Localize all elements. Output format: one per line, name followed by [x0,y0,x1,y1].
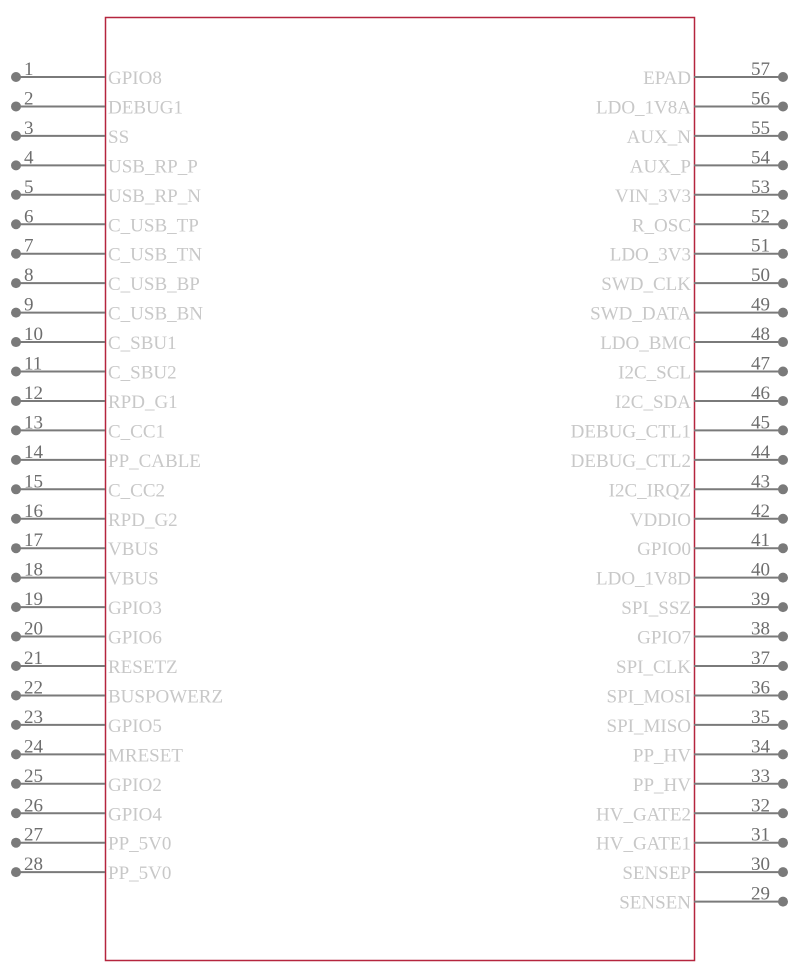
pin-endpoint-dot [778,396,788,406]
pin-number: 24 [24,736,43,758]
pin-name-label: DEBUG_CTL1 [570,421,691,443]
pin-17 [11,530,159,560]
pin-35 [607,707,788,737]
pin-number: 19 [24,589,43,611]
pin-number: 8 [24,265,34,287]
pin-endpoint-dot [11,543,21,553]
pin-number: 57 [751,59,770,80]
pin-27 [11,825,171,855]
pin-endpoint-dot [11,278,21,288]
pin-endpoint-dot [11,779,21,789]
pin-number: 5 [24,176,34,198]
pin-endpoint-dot [778,160,788,170]
pin-endpoint-dot [778,72,788,82]
pin-name-label: DEBUG1 [108,97,183,119]
pin-13 [11,412,165,442]
pin-38 [637,619,788,649]
pin-number: 28 [24,854,43,876]
pin-number: 52 [751,206,770,228]
pin-3 [11,118,129,148]
pin-endpoint-dot [11,455,21,465]
pin-number: 17 [24,530,43,552]
pin-number: 22 [24,677,43,699]
pin-name-label: I2C_SDA [614,391,691,413]
pin-number: 44 [751,441,770,463]
pin-endpoint-dot [778,897,788,907]
pin-endpoint-dot [11,838,21,848]
pin-number: 56 [751,88,770,110]
pin-40 [596,560,788,590]
pin-name-label: PP_HV [632,745,691,767]
pin-54 [630,147,788,177]
pin-endpoint-dot [778,867,788,877]
pin-name-label: LDO_1V8D [596,568,691,590]
pin-55 [627,118,788,148]
pin-endpoint-dot [778,131,788,141]
pin-46 [615,383,788,413]
pin-endpoint-dot [11,661,21,671]
pin-47 [618,354,788,384]
pin-number: 37 [751,648,770,669]
pin-7 [11,236,202,266]
pin-endpoint-dot [11,337,21,347]
pin-number: 3 [24,117,34,139]
pin-number: 33 [751,765,770,787]
pin-name-label: C_USB_TN [108,244,202,266]
pin-name-label: BUSPOWERZ [108,686,224,708]
pin-number: 43 [751,471,770,493]
pin-endpoint-dot [11,867,21,877]
pin-name-label: C_SBU2 [108,362,177,384]
pin-endpoint-dot [778,337,788,347]
pin-32 [596,795,788,825]
pin-number: 2 [24,88,34,110]
pin-endpoint-dot [11,749,21,759]
pin-endpoint-dot [778,190,788,200]
pin-name-label: C_CC1 [108,421,166,443]
pin-number: 45 [751,412,770,434]
pin-endpoint-dot [11,131,21,141]
pin-name-label: AUX_N [626,126,691,148]
pin-name-label: MRESET [108,745,183,767]
pin-number: 11 [24,353,43,375]
pin-name-label: VDDIO [629,509,691,531]
pin-11 [11,354,177,384]
pin-endpoint-dot [11,72,21,82]
pin-9 [11,295,203,325]
pin-name-label: SENSEP [622,863,691,885]
pin-56 [596,88,788,118]
pin-endpoint-dot [11,219,21,229]
pin-number: 26 [24,795,43,817]
pin-name-label: EPAD [643,68,691,89]
pin-endpoint-dot [11,396,21,406]
pin-endpoint-dot [778,632,788,642]
pin-number: 34 [751,736,770,758]
pin-endpoint-dot [11,484,21,494]
pin-number: 39 [751,589,770,611]
pin-36 [607,677,788,707]
pin-name-label: VBUS [108,539,159,561]
pin-number: 1 [24,59,34,80]
pin-endpoint-dot [778,779,788,789]
pin-name-label: USB_RP_N [108,185,201,207]
pin-endpoint-dot [778,602,788,612]
pin-number: 12 [24,382,43,404]
pin-endpoint-dot [11,632,21,642]
pin-25 [11,766,162,796]
pin-name-label: GPIO5 [108,715,162,737]
pin-name-label: C_USB_BP [108,274,200,296]
pin-name-label: GPIO6 [108,627,162,649]
pin-number: 7 [24,235,34,257]
pin-name-label: I2C_SCL [618,362,691,384]
pin-number: 54 [751,147,770,169]
pin-name-label: C_USB_BN [108,303,204,325]
left-pin-group [11,59,223,884]
pin-number: 51 [751,235,770,257]
pin-number: 47 [751,353,770,375]
pin-26 [11,795,162,825]
pin-number: 46 [751,382,770,404]
pin-number: 16 [24,500,43,522]
pin-45 [571,412,788,442]
pin-name-label: C_SBU1 [108,333,177,355]
pin-name-label: GPIO2 [108,774,162,796]
pin-name-label: SPI_MISO [606,715,691,737]
pin-endpoint-dot [778,367,788,377]
pin-name-label: DEBUG_CTL2 [570,450,691,472]
pin-number: 9 [24,294,34,316]
pin-21 [11,648,178,678]
pin-endpoint-dot [11,720,21,730]
pin-name-label: GPIO3 [108,598,162,620]
pin-endpoint-dot [11,190,21,200]
pin-34 [633,736,788,766]
pin-39 [621,589,788,619]
pin-number: 15 [24,471,43,493]
pin-33 [633,766,788,796]
pin-endpoint-dot [778,484,788,494]
pin-name-label: RPD_G1 [108,391,178,413]
pin-number: 35 [751,706,770,728]
pin-number: 6 [24,206,34,228]
pin-number: 14 [24,441,43,463]
pin-number: 50 [751,265,770,287]
pin-endpoint-dot [778,720,788,730]
pin-number: 23 [24,706,43,728]
pin-49 [590,295,788,325]
pin-name-label: R_OSC [631,215,691,237]
pin-23 [11,707,162,737]
pin-name-label: SS [108,126,130,148]
pin-name-label: SENSEN [619,892,691,914]
pin-name-label: C_CC2 [108,480,166,502]
pin-name-label: LDO_BMC [600,333,691,355]
pin-endpoint-dot [11,101,21,111]
pin-37 [616,648,788,678]
pin-16 [11,501,178,531]
pin-30 [622,854,788,884]
pin-name-label: PP_5V0 [108,833,172,855]
pin-19 [11,589,162,619]
pin-endpoint-dot [778,278,788,288]
pin-31 [596,825,788,855]
pin-number: 20 [24,618,43,640]
pin-number: 18 [24,559,43,581]
pin-15 [11,471,165,501]
pin-number: 53 [751,176,770,198]
pin-57 [643,59,788,89]
pin-44 [571,442,788,472]
pin-42 [630,501,788,531]
pin-number: 10 [24,324,43,346]
pin-4 [11,147,198,177]
pin-name-label: SPI_CLK [616,657,691,678]
pin-name-label: GPIO4 [108,804,162,826]
pin-12 [11,383,178,413]
pin-endpoint-dot [778,573,788,583]
pin-name-label: SPI_MOSI [606,686,691,708]
pin-endpoint-dot [11,160,21,170]
pin-20 [11,619,162,649]
pin-name-label: VIN_3V3 [615,185,691,207]
pin-22 [11,677,223,707]
pin-endpoint-dot [11,690,21,700]
pin-52 [632,206,788,236]
pin-name-label: RESETZ [108,657,178,678]
pin-number: 31 [751,824,770,846]
pin-endpoint-dot [778,661,788,671]
pin-endpoint-dot [11,425,21,435]
pin-number: 38 [751,618,770,640]
pin-name-label: SWD_DATA [590,303,691,325]
pin-name-label: GPIO0 [637,539,691,561]
pin-name-label: GPIO8 [108,68,162,89]
pin-number: 36 [751,677,770,699]
pin-endpoint-dot [778,808,788,818]
pin-name-label: LDO_3V3 [609,244,691,266]
pin-endpoint-dot [778,249,788,259]
pin-endpoint-dot [11,514,21,524]
pin-endpoint-dot [778,425,788,435]
pin-number: 40 [751,559,770,581]
pin-endpoint-dot [11,602,21,612]
pin-name-label: PP_5V0 [108,863,172,885]
pin-endpoint-dot [778,543,788,553]
pin-53 [615,177,788,207]
pin-endpoint-dot [11,808,21,818]
pin-endpoint-dot [778,455,788,465]
pin-number: 21 [24,648,43,669]
pin-number: 32 [751,795,770,817]
pin-endpoint-dot [778,308,788,318]
pin-name-label: SPI_SSZ [621,598,691,620]
pin-name-label: RPD_G2 [108,509,178,531]
pin-10 [11,324,177,354]
pin-name-label: GPIO7 [637,627,691,649]
pin-number: 55 [751,117,770,139]
pin-number: 41 [751,530,770,552]
pin-24 [11,736,183,766]
pin-name-label: SWD_CLK [601,274,691,296]
pin-number: 48 [751,324,770,346]
pin-number: 49 [751,294,770,316]
pin-18 [11,560,159,590]
pin-2 [11,88,183,118]
pin-name-label: VBUS [108,568,159,590]
pin-51 [610,236,788,266]
pin-name-label: HV_GATE1 [596,833,691,855]
pin-number: 42 [751,500,770,522]
pin-endpoint-dot [778,101,788,111]
pin-name-label: HV_GATE2 [596,804,691,826]
pin-endpoint-dot [778,514,788,524]
pin-endpoint-dot [778,690,788,700]
pin-endpoint-dot [778,838,788,848]
pin-28 [11,854,171,884]
pin-name-label: USB_RP_P [108,156,198,178]
pin-name-label: I2C_IRQZ [608,480,691,502]
pin-number: 13 [24,412,43,434]
pin-number: 30 [751,854,770,876]
pin-41 [637,530,788,560]
pin-name-label: C_USB_TP [108,215,199,237]
pin-number: 29 [751,883,770,905]
pin-endpoint-dot [11,249,21,259]
pin-endpoint-dot [11,573,21,583]
pin-number: 25 [24,765,43,787]
pin-endpoint-dot [778,749,788,759]
pin-endpoint-dot [778,219,788,229]
pin-1 [11,59,162,89]
pin-name-label: PP_HV [632,774,691,796]
pin-name-label: PP_CABLE [108,450,201,472]
pin-number: 4 [24,147,34,169]
pin-29 [619,884,788,914]
pin-name-label: LDO_1V8A [596,97,691,119]
pin-number: 27 [24,824,43,846]
right-pin-group [571,59,788,914]
pin-name-label: AUX_P [629,156,691,178]
pin-endpoint-dot [11,367,21,377]
pin-43 [609,471,788,501]
pin-endpoint-dot [11,308,21,318]
